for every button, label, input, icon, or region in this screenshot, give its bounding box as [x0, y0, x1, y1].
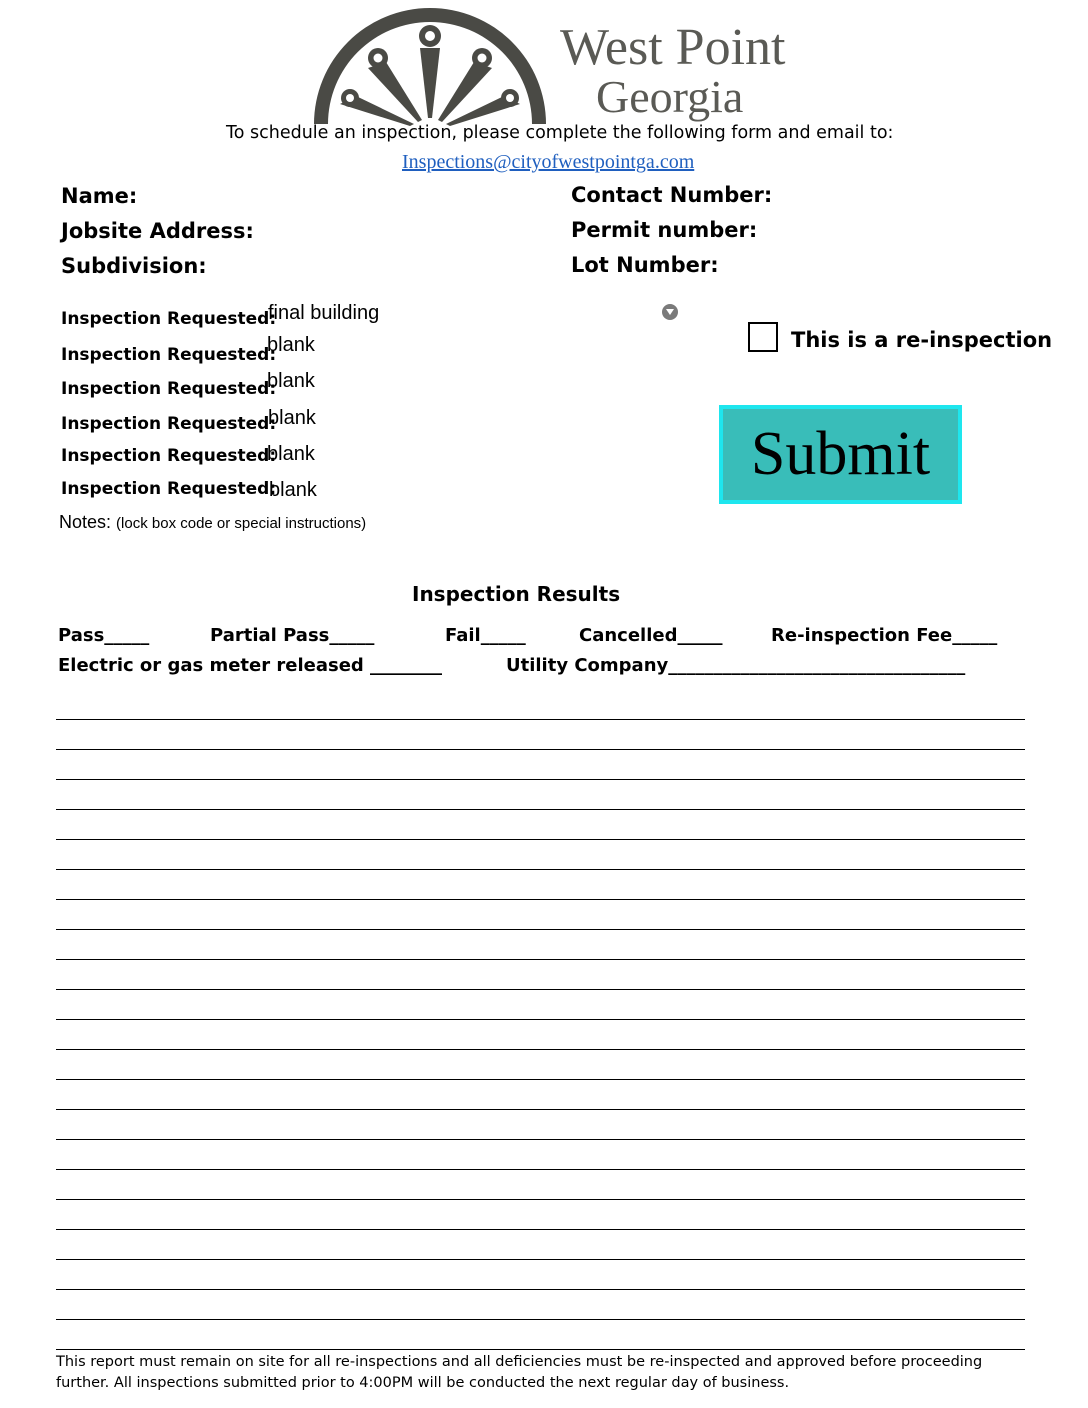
inspection-label: Inspection Requested: [61, 479, 277, 499]
inspection-label: Inspection Requested: [61, 379, 277, 399]
inspection-select[interactable]: blank [267, 334, 315, 356]
inspection-label: Inspection Requested: [61, 446, 277, 466]
inspection-select[interactable]: blank [267, 443, 315, 465]
meter-released-field: Electric or gas meter released ________ [58, 655, 443, 676]
cancelled-field: Cancelled_____ [579, 625, 723, 646]
writing-line [56, 959, 1025, 960]
notes-hint: (lock box code or special instructions) [116, 515, 367, 532]
writing-line [56, 779, 1025, 780]
dropdown-arrow-icon[interactable] [662, 304, 678, 320]
inspection-select[interactable]: blank [269, 479, 317, 501]
writing-line [56, 1049, 1025, 1050]
writing-line [56, 1349, 1025, 1350]
brand-title: West Point [560, 19, 786, 76]
writing-line [56, 839, 1025, 840]
writing-line [56, 1079, 1025, 1080]
fail-field: Fail_____ [445, 625, 526, 646]
contact-number-label: Contact Number: [571, 183, 773, 207]
writing-line [56, 719, 1025, 720]
subdivision-label: Subdivision: [61, 254, 207, 278]
partial-pass-field: Partial Pass_____ [210, 625, 375, 646]
inspection-label: Inspection Requested: [61, 345, 277, 365]
brand-subtitle: Georgia [596, 71, 744, 122]
email-link[interactable]: Inspections@cityofwestpointga.com [402, 151, 695, 173]
inspection-label: Inspection Requested: [61, 309, 277, 329]
reinspection-checkbox[interactable] [748, 322, 778, 352]
submit-button[interactable]: Submit [719, 405, 962, 504]
writing-line [56, 749, 1025, 750]
writing-line [56, 869, 1025, 870]
inspection-select[interactable]: final building [268, 302, 380, 324]
lot-number-label: Lot Number: [571, 253, 719, 277]
notes-title: Notes: [59, 512, 112, 532]
writing-line [56, 1169, 1025, 1170]
name-label: Name: [61, 184, 138, 208]
writing-line [56, 1139, 1025, 1140]
results-title: Inspection Results [412, 582, 621, 606]
footer-line-1: This report must remain on site for all re-inspections and all deficiencies must be re-inspected and approved before proceeding [56, 1354, 983, 1370]
jobsite-address-label: Jobsite Address: [61, 219, 254, 243]
notes-label [59, 512, 366, 533]
reinspection-label: This is a re-inspection [791, 328, 1053, 352]
inspection-select[interactable]: blank [268, 407, 316, 429]
writing-line [56, 1109, 1025, 1110]
utility-company-field: Utility Company_________________________________ [506, 655, 966, 676]
writing-line [56, 1019, 1025, 1020]
instruction-text: To schedule an inspection, please complete the following form and email to: [226, 123, 894, 143]
writing-line [56, 1289, 1025, 1290]
writing-line [56, 1229, 1025, 1230]
writing-line [56, 899, 1025, 900]
inspection-label: Inspection Requested: [61, 414, 277, 434]
writing-line [56, 1259, 1025, 1260]
writing-line [56, 809, 1025, 810]
writing-line [56, 929, 1025, 930]
west-point-logo-icon [310, 6, 550, 128]
pass-field: Pass_____ [58, 625, 150, 646]
permit-number-label: Permit number: [571, 218, 758, 242]
reinspection-fee-field: Re-inspection Fee_____ [771, 625, 998, 646]
writing-line [56, 1319, 1025, 1320]
footer-line-2: further. All inspections submitted prior to 4:00PM will be conducted the next regular day of business. [56, 1375, 790, 1391]
inspection-select[interactable]: blank [267, 370, 315, 392]
writing-line [56, 1199, 1025, 1200]
writing-line [56, 989, 1025, 990]
